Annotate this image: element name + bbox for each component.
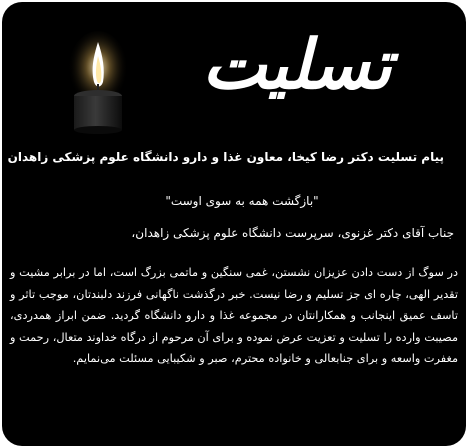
message-body: در سوگ از دست دادن عزیزان نشستن، غمی سنگین و ماتمی بزرگ است، اما در برابر مشیت و تقدیر الهی، چاره ای جز تسلیم و رضا نیست. خبر درگذشت ناگهانی فرزند دلبندتان، موجب تاثر و تاسف عمیق اینجانب و همکارانتان در مجموعه غذا و دارو دانشگاه گردید. ضمن ابراز همدردی، مصیبت وارده را تسلیت و تعزیت عرض نموده و برای آن مرحوم از درگاه خداوند متعال، رحمت و مغفرت واسعه و برای جنابعالی و خانواده محترم، صبر و شکیبایی مسئلت می‌نمایم. xyxy=(10,266,458,365)
condolence-card xyxy=(2,2,466,446)
quote-text: "بازگشت همه به سوی اوست" xyxy=(165,194,319,208)
message-heading: پیام تسلیت دکتر رضا کیخا، معاون غذا و دارو دانشگاه علوم پزشکی زاهدان xyxy=(7,150,444,164)
candle-icon xyxy=(60,26,140,136)
condolence-title: تسلیت xyxy=(202,25,392,105)
recipient-address: جناب آقای دکتر غزنوی، سرپرست دانشگاه علوم پزشکی زاهدان، xyxy=(131,226,454,240)
